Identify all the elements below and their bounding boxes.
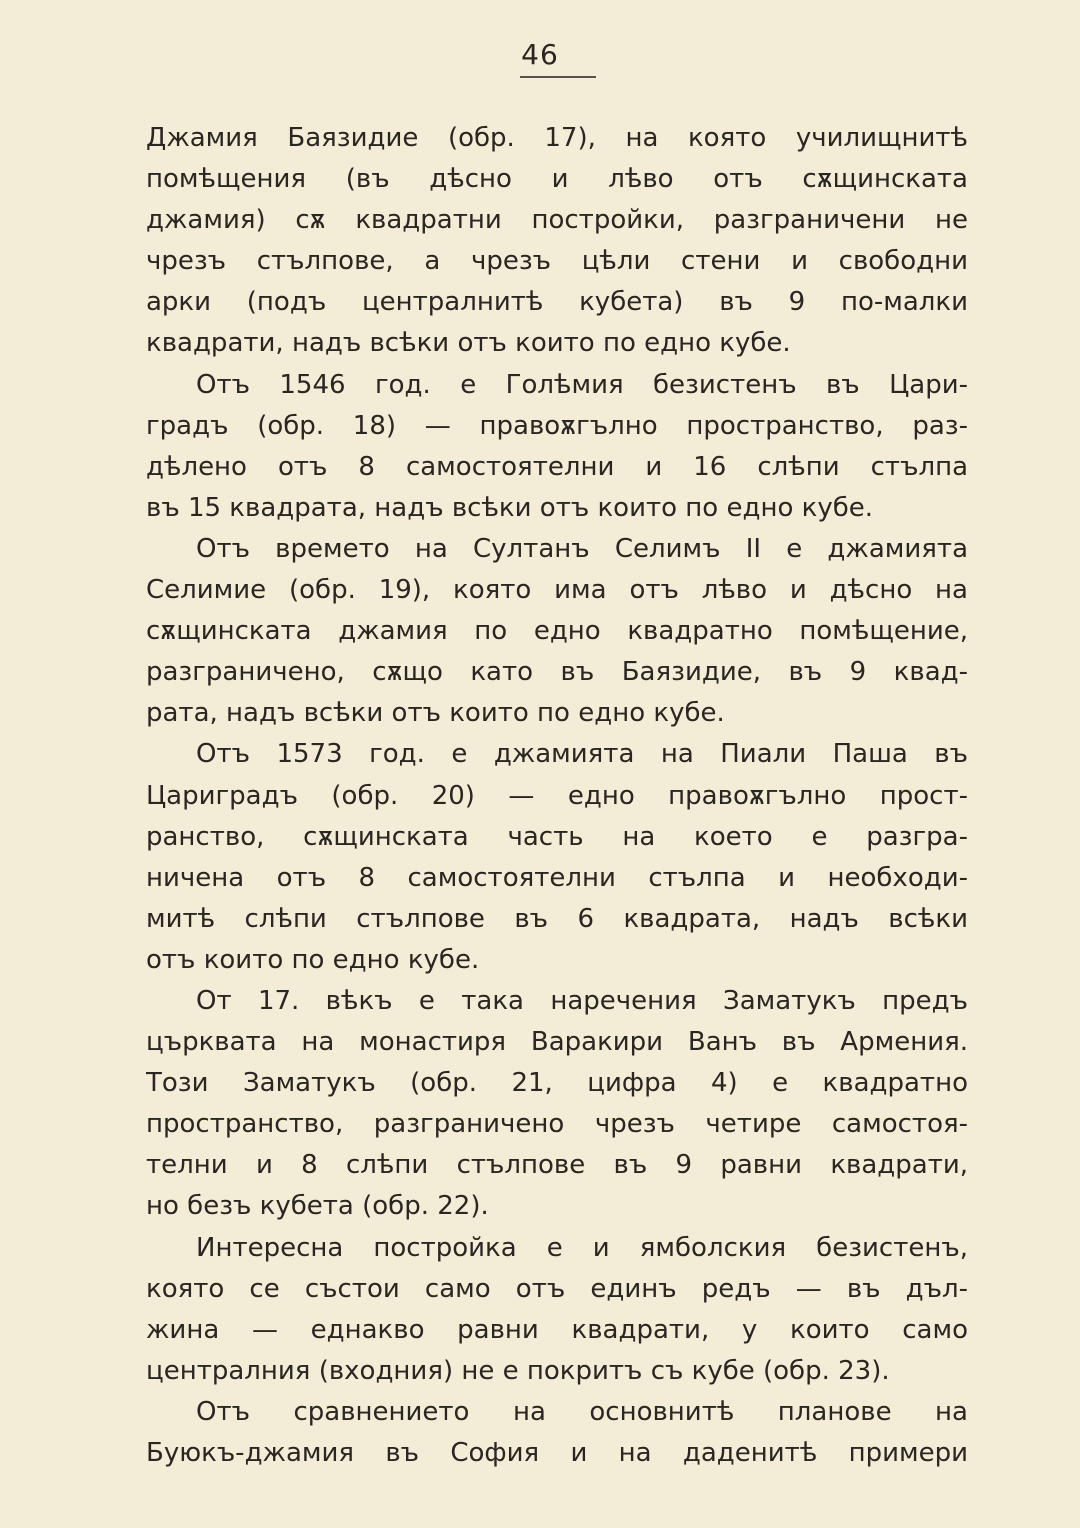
text-line: чрезъ стълпове, а чрезъ цѣли стени и свободни bbox=[146, 246, 968, 277]
page-number-rule bbox=[520, 76, 596, 78]
paragraph bbox=[146, 981, 968, 1228]
paragraph bbox=[146, 529, 968, 734]
text-line: отъ които по едно кубе. bbox=[146, 944, 480, 975]
paragraph bbox=[146, 1228, 968, 1392]
text-line: разграничено, сѫщо като въ Баязидие, въ 9 квад- bbox=[146, 657, 968, 688]
text-line: ничена отъ 8 самостоятелни стълпа и необходи- bbox=[146, 862, 968, 893]
paragraph bbox=[146, 118, 968, 365]
text-line: квадрати, надъ всѣки отъ които по едно кубе. bbox=[146, 328, 791, 359]
text-line: Буюкъ-джамия въ София и на даденитѣ примери bbox=[146, 1438, 968, 1468]
paragraph bbox=[146, 734, 968, 981]
text-line: градъ (обр. 18) — правоѫгълно пространство, раз- bbox=[146, 410, 968, 441]
text-line: която се състои само отъ единъ редъ — въ дъл- bbox=[146, 1273, 968, 1304]
paragraph bbox=[146, 1392, 968, 1474]
text-line: дѣлено отъ 8 самостоятелни и 16 слѣпи стълпа bbox=[146, 451, 968, 482]
text-line: рата, надъ всѣки отъ които по едно кубе. bbox=[146, 698, 725, 729]
text-line: въ 15 квадрата, надъ всѣки отъ които по едно кубе. bbox=[146, 492, 873, 523]
text-line: сѫщинската джамия по едно квадратно помѣщение, bbox=[146, 616, 968, 647]
text-line: но безъ кубета (обр. 22). bbox=[146, 1191, 489, 1222]
text-line: От 17. вѣкъ е така наречения Заматукъ предъ bbox=[196, 985, 968, 1016]
text-line: пространство, разграничено чрезъ четире самостоя- bbox=[146, 1109, 968, 1140]
text-line: Този Заматукъ (обр. 21, цифра 4) е квадратно bbox=[146, 1068, 968, 1099]
text-line: Отъ времето на Султанъ Селимъ II е джамията bbox=[196, 533, 968, 564]
text-line: митѣ слѣпи стълпове въ 6 квадрата, надъ всѣки bbox=[146, 903, 968, 934]
paragraph bbox=[146, 365, 968, 529]
text-line: помѣщения (въ дѣсно и лѣво отъ сѫщинската bbox=[146, 164, 968, 195]
body-text bbox=[146, 118, 968, 1474]
text-line: Отъ сравнението на основнитѣ планове на bbox=[196, 1396, 968, 1427]
text-line: джамия) сѫ квадратни постройки, разграничени не bbox=[146, 205, 968, 236]
text-line: църквата на монастиря Варакири Ванъ въ Армения. bbox=[146, 1027, 968, 1058]
text-line: Отъ 1573 год. е джамията на Пиали Паша въ bbox=[196, 739, 968, 770]
text-line: телни и 8 слѣпи стълпове въ 9 равни квадрати, bbox=[146, 1150, 968, 1181]
text-line: централния (входния) не е покритъ съ кубе (обр. 23). bbox=[146, 1355, 890, 1386]
text-line: Отъ 1546 год. е Голѣмия безистенъ въ Цари- bbox=[196, 369, 968, 400]
text-line: арки (подъ централнитѣ кубета) въ 9 по-малки bbox=[146, 287, 968, 318]
text-line: Цариградъ (обр. 20) — едно правоѫгълно прост- bbox=[146, 780, 968, 811]
text-line: Джамия Баязидие (обр. 17), на която училищнитѣ bbox=[146, 123, 968, 153]
text-line: жина — еднакво равни квадрати, у които само bbox=[146, 1314, 968, 1345]
text-line: ранство, сѫщинската часть на което е разгра- bbox=[146, 821, 968, 852]
page-number: 46 bbox=[521, 38, 559, 71]
text-line: Селимие (обр. 19), която има отъ лѣво и дѣсно на bbox=[146, 575, 968, 606]
text-line: Интересна постройка е и ямболския безистенъ, bbox=[196, 1232, 968, 1263]
